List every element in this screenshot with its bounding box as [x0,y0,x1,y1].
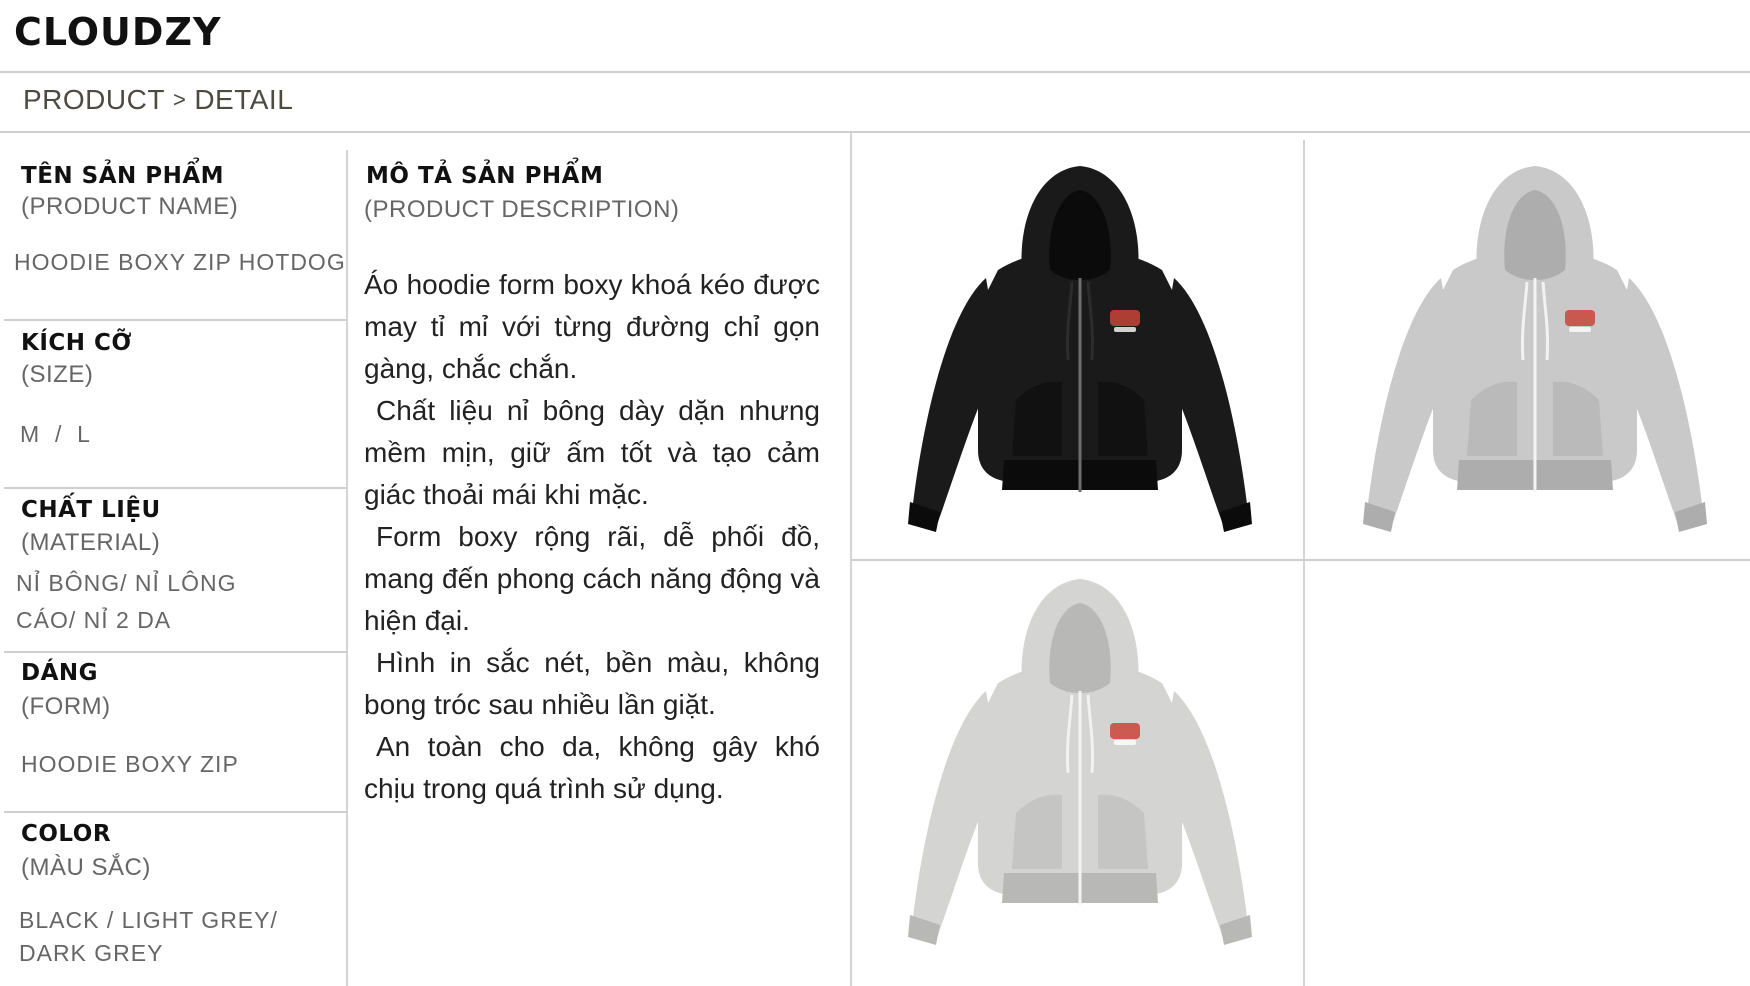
description-paragraph: Chất liệu nỉ bông dày dặn nhưng mềm mịn, giữ ấm tốt và tạo cảm giác thoải mái khi mặc. [364,395,820,510]
color-value-line2: DARK GREY [19,940,164,966]
description-paragraph: Hình in sắc nét, bền màu, không bong tróc sau nhiều lần giặt. [364,647,820,720]
spec-divider [4,651,346,653]
description-sublabel: (PRODUCT DESCRIPTION) [364,196,680,223]
breadcrumb [23,84,293,116]
breadcrumb-detail: DETAIL [194,84,294,115]
spec-divider [4,811,346,813]
spec-divider [4,319,346,321]
description-paragraph: Form boxy rộng rãi, dễ phối đồ, mang đến phong cách năng động và hiện đại. [364,521,820,636]
form-sublabel: (FORM) [21,693,111,720]
breadcrumb-separator: > [172,87,187,112]
color-label: COLOR [21,821,112,847]
breadcrumb-divider [0,131,1750,133]
size-label: KÍCH CỠ [21,330,132,356]
specs-column-divider [346,150,348,986]
form-value: HOODIE BOXY ZIP [21,751,239,777]
color-value-line1: BLACK / LIGHT GREY/ [19,907,278,933]
spec-divider [4,487,346,489]
description-body [364,264,820,810]
header-divider [0,71,1750,73]
color-sublabel: (MÀU SẮC) [21,854,151,881]
material-sublabel: (MATERIAL) [21,529,161,556]
material-value-line2: CÁO/ NỈ 2 DA [16,607,172,633]
material-value-line1: NỈ BÔNG/ NỈ LÔNG [16,570,237,596]
photo-grid-divider [1303,140,1305,986]
product-photo-grey[interactable] [900,573,1260,953]
form-label: DÁNG [21,660,99,686]
description-label: MÔ TẢ SẢN PHẨM [366,163,604,189]
product-name-label: TÊN SẢN PHẨM [21,163,225,189]
photo-grid-divider [852,559,1750,561]
material-label: CHẤT LIỆU [21,497,161,523]
product-name-sublabel: (PRODUCT NAME) [21,193,239,220]
brand-logo: CLOUDZY [14,10,222,54]
size-value: M / L [20,421,91,447]
product-photo-light-grey[interactable] [1355,160,1715,540]
product-name-value: HOODIE BOXY ZIP HOTDOG [14,249,346,275]
description-paragraph: An toàn cho da, không gây khó chịu trong quá trình sử dụng. [364,731,820,804]
description-paragraph: Áo hoodie form boxy khoá kéo được may tỉ mỉ với từng đường chỉ gọn gàng, chắc chắn. [364,269,820,384]
breadcrumb-product[interactable]: PRODUCT [23,84,165,115]
size-sublabel: (SIZE) [21,361,94,388]
product-photo-black[interactable] [900,160,1260,540]
